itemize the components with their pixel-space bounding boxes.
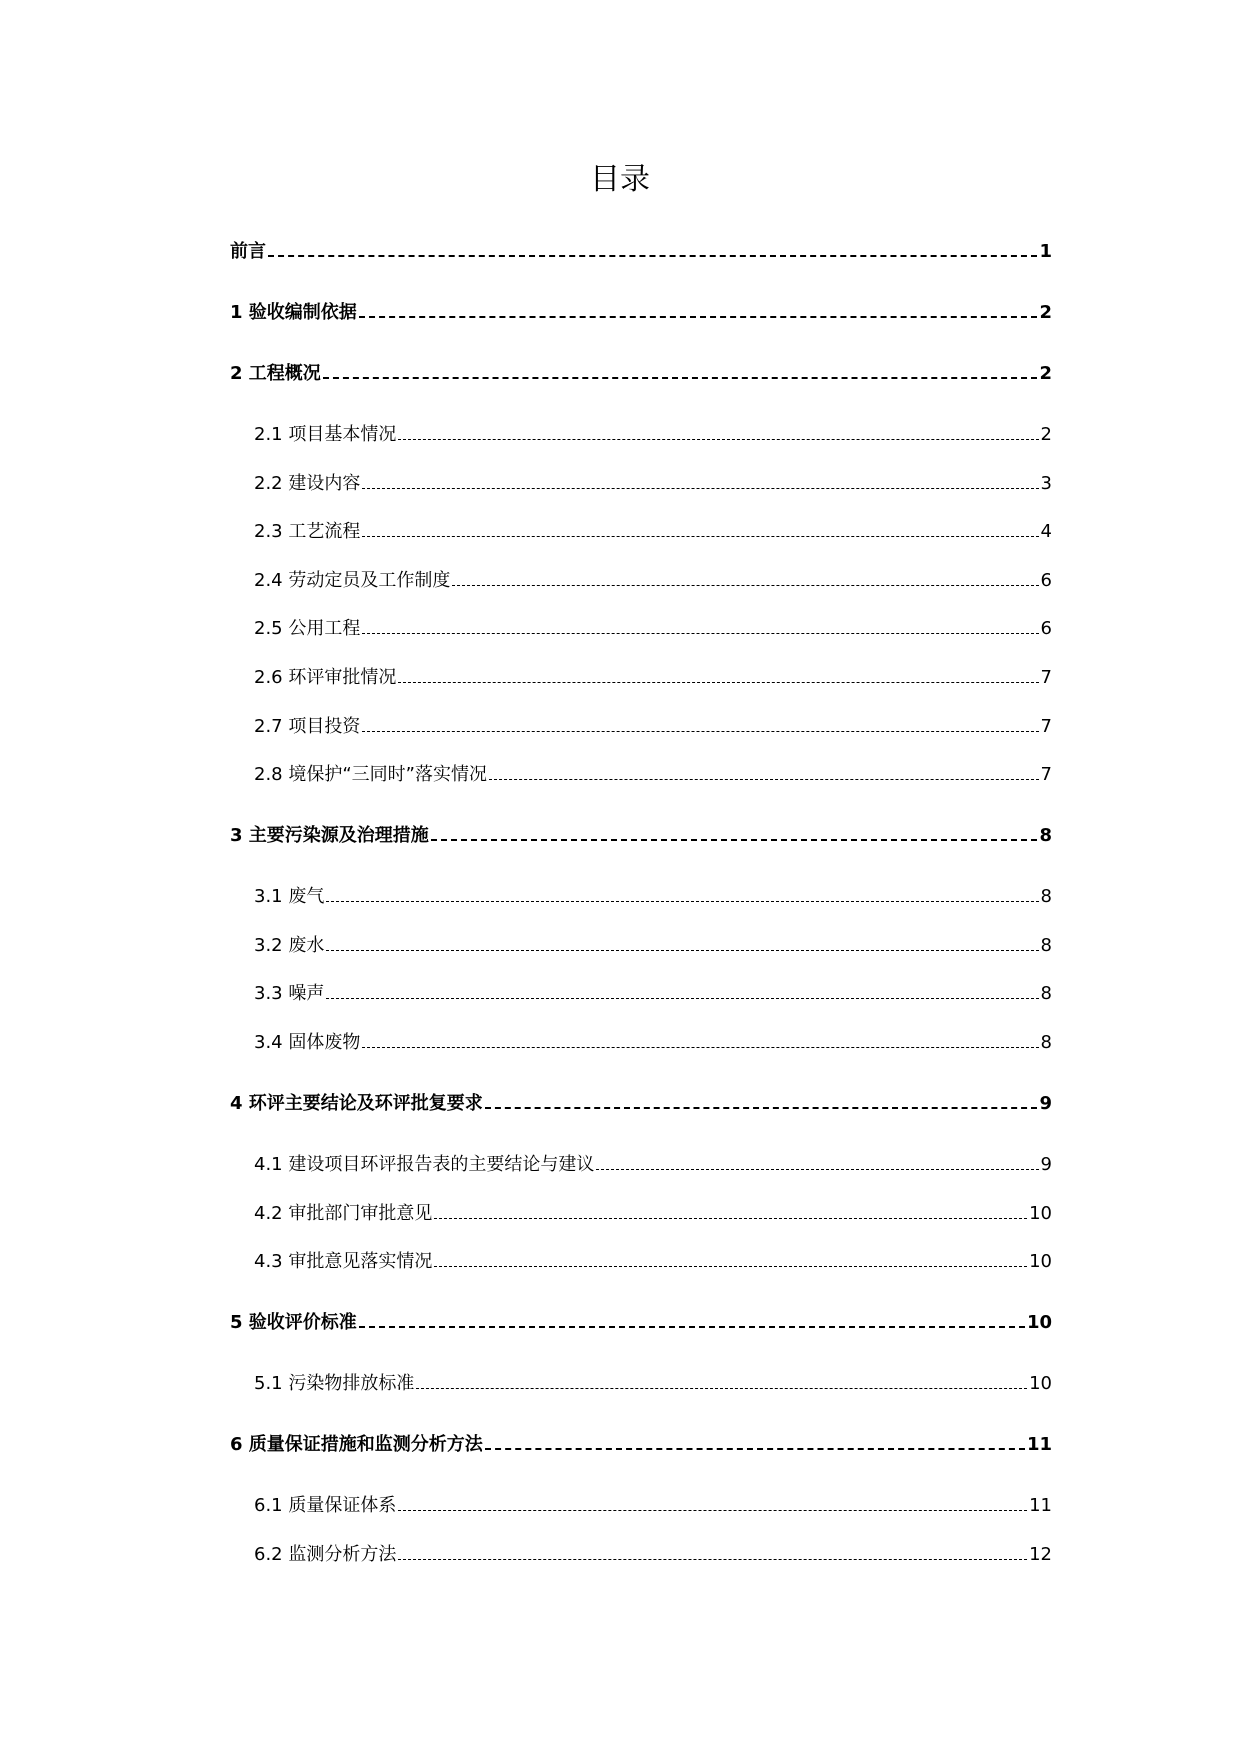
toc-entry[interactable]: [230, 880, 1052, 908]
toc-dot-leader: [489, 779, 1039, 780]
toc-page-number: 11: [1029, 1495, 1052, 1516]
toc-entry-label: 3.2 废水: [254, 935, 325, 956]
toc-page-number: 1: [1039, 241, 1052, 262]
toc-entry[interactable]: [230, 235, 1052, 263]
toc-entry-label: 2.3 工艺流程: [254, 521, 361, 542]
toc-page-number: 9: [1040, 1154, 1052, 1175]
toc-entry-label: 6.2 监测分析方法: [254, 1544, 397, 1565]
toc-dot-leader: [359, 316, 1038, 318]
toc-entry-label: 4.2 审批部门审批意见: [254, 1203, 433, 1224]
toc-entry-label: 3.4 固体废物: [254, 1032, 361, 1053]
toc-entry[interactable]: [230, 418, 1052, 446]
toc-entry[interactable]: [230, 929, 1052, 957]
toc-page-number: 6: [1040, 570, 1052, 591]
toc-dot-leader: [268, 255, 1037, 257]
toc-entry-label: 4.1 建设项目环评报告表的主要结论与建议: [254, 1154, 595, 1175]
toc-dot-leader: [431, 839, 1038, 841]
toc-page-number: 8: [1040, 983, 1052, 1004]
toc-page-number: 10: [1029, 1203, 1052, 1224]
toc-entry[interactable]: [230, 1026, 1052, 1054]
toc-page-number: 2: [1040, 424, 1052, 445]
toc-page-number: 11: [1026, 1434, 1052, 1455]
toc-dot-leader: [596, 1169, 1038, 1170]
toc-dot-leader: [326, 950, 1038, 951]
toc-page-number: 7: [1040, 667, 1052, 688]
toc-page-number: 8: [1040, 935, 1052, 956]
toc-entry[interactable]: [230, 819, 1052, 847]
toc-dot-leader: [326, 998, 1038, 999]
toc-entry-label: 2.8 境保护“三同时”落实情况: [254, 764, 487, 785]
toc-dot-leader: [398, 439, 1038, 440]
toc-dot-leader: [416, 1388, 1027, 1389]
toc-entry-label: 2.7 项目投资: [254, 716, 361, 737]
toc-dot-leader: [362, 633, 1038, 634]
toc-page-number: 2: [1039, 363, 1052, 384]
toc-dot-leader: [485, 1107, 1038, 1109]
toc-entry[interactable]: [230, 612, 1052, 640]
toc-entry-label: 4 环评主要结论及环评批复要求: [230, 1093, 483, 1114]
toc-entry[interactable]: [230, 515, 1052, 543]
toc-dot-leader: [398, 1559, 1027, 1560]
toc-dot-leader: [452, 585, 1038, 586]
toc-dot-leader: [485, 1448, 1025, 1450]
toc-entry-label: 6.1 质量保证体系: [254, 1495, 397, 1516]
toc-page-number: 10: [1029, 1251, 1052, 1272]
toc-entry-label: 2.5 公用工程: [254, 618, 361, 639]
toc-page-number: 12: [1029, 1544, 1052, 1565]
toc-entry[interactable]: [230, 1538, 1052, 1566]
toc-page-number: 2: [1039, 302, 1052, 323]
toc-entry-label: 3.3 噪声: [254, 983, 325, 1004]
toc-dot-leader: [359, 1326, 1025, 1328]
toc-dot-leader: [362, 488, 1038, 489]
toc-page-number: 4: [1040, 521, 1052, 542]
toc-entry[interactable]: [230, 661, 1052, 689]
toc-entry[interactable]: [230, 1245, 1052, 1273]
toc-entry[interactable]: [230, 564, 1052, 592]
toc-entry-label: 1 验收编制依据: [230, 302, 357, 323]
toc-dot-leader: [398, 1510, 1027, 1511]
toc-entry[interactable]: [230, 296, 1052, 324]
toc-page-number: 7: [1040, 716, 1052, 737]
toc-dot-leader: [434, 1218, 1027, 1219]
toc-page-number: 10: [1026, 1312, 1052, 1333]
toc-entry[interactable]: [230, 1428, 1052, 1456]
toc-list: [230, 0, 1052, 1754]
toc-entry-label: 2.1 项目基本情况: [254, 424, 397, 445]
toc-entry[interactable]: [230, 1367, 1052, 1395]
toc-entry-label: 2.2 建设内容: [254, 473, 361, 494]
toc-entry[interactable]: [230, 357, 1052, 385]
toc-entry[interactable]: [230, 1148, 1052, 1176]
toc-entry-label: 2 工程概况: [230, 363, 321, 384]
toc-dot-leader: [326, 901, 1038, 902]
toc-page-number: 8: [1039, 825, 1052, 846]
toc-entry-label: 2.6 环评审批情况: [254, 667, 397, 688]
toc-entry[interactable]: [230, 467, 1052, 495]
toc-dot-leader: [434, 1266, 1027, 1267]
toc-entry[interactable]: [230, 1306, 1052, 1334]
toc-entry[interactable]: [230, 977, 1052, 1005]
toc-entry-label: 3 主要污染源及治理措施: [230, 825, 429, 846]
toc-entry[interactable]: [230, 710, 1052, 738]
toc-dot-leader: [362, 731, 1038, 732]
toc-entry-label: 前言: [230, 241, 266, 262]
toc-entry-label: 2.4 劳动定员及工作制度: [254, 570, 451, 591]
toc-page-number: 8: [1040, 886, 1052, 907]
toc-entry[interactable]: [230, 758, 1052, 786]
toc-entry-label: 3.1 废气: [254, 886, 325, 907]
toc-page-number: 6: [1040, 618, 1052, 639]
toc-entry[interactable]: [230, 1197, 1052, 1225]
toc-entry-label: 4.3 审批意见落实情况: [254, 1251, 433, 1272]
toc-dot-leader: [362, 536, 1038, 537]
toc-entry[interactable]: [230, 1087, 1052, 1115]
toc-title: 目录: [590, 162, 650, 197]
toc-entry-label: 6 质量保证措施和监测分析方法: [230, 1434, 483, 1455]
toc-entry-label: 5.1 污染物排放标准: [254, 1373, 415, 1394]
toc-page-number: 8: [1040, 1032, 1052, 1053]
toc-page-number: 3: [1040, 473, 1052, 494]
toc-entry[interactable]: [230, 1489, 1052, 1517]
toc-page-number: 9: [1039, 1093, 1052, 1114]
toc-entry-label: 5 验收评价标准: [230, 1312, 357, 1333]
toc-dot-leader: [362, 1047, 1038, 1048]
toc-page-number: 10: [1029, 1373, 1052, 1394]
toc-page-number: 7: [1040, 764, 1052, 785]
toc-dot-leader: [323, 377, 1038, 379]
toc-dot-leader: [398, 682, 1038, 683]
